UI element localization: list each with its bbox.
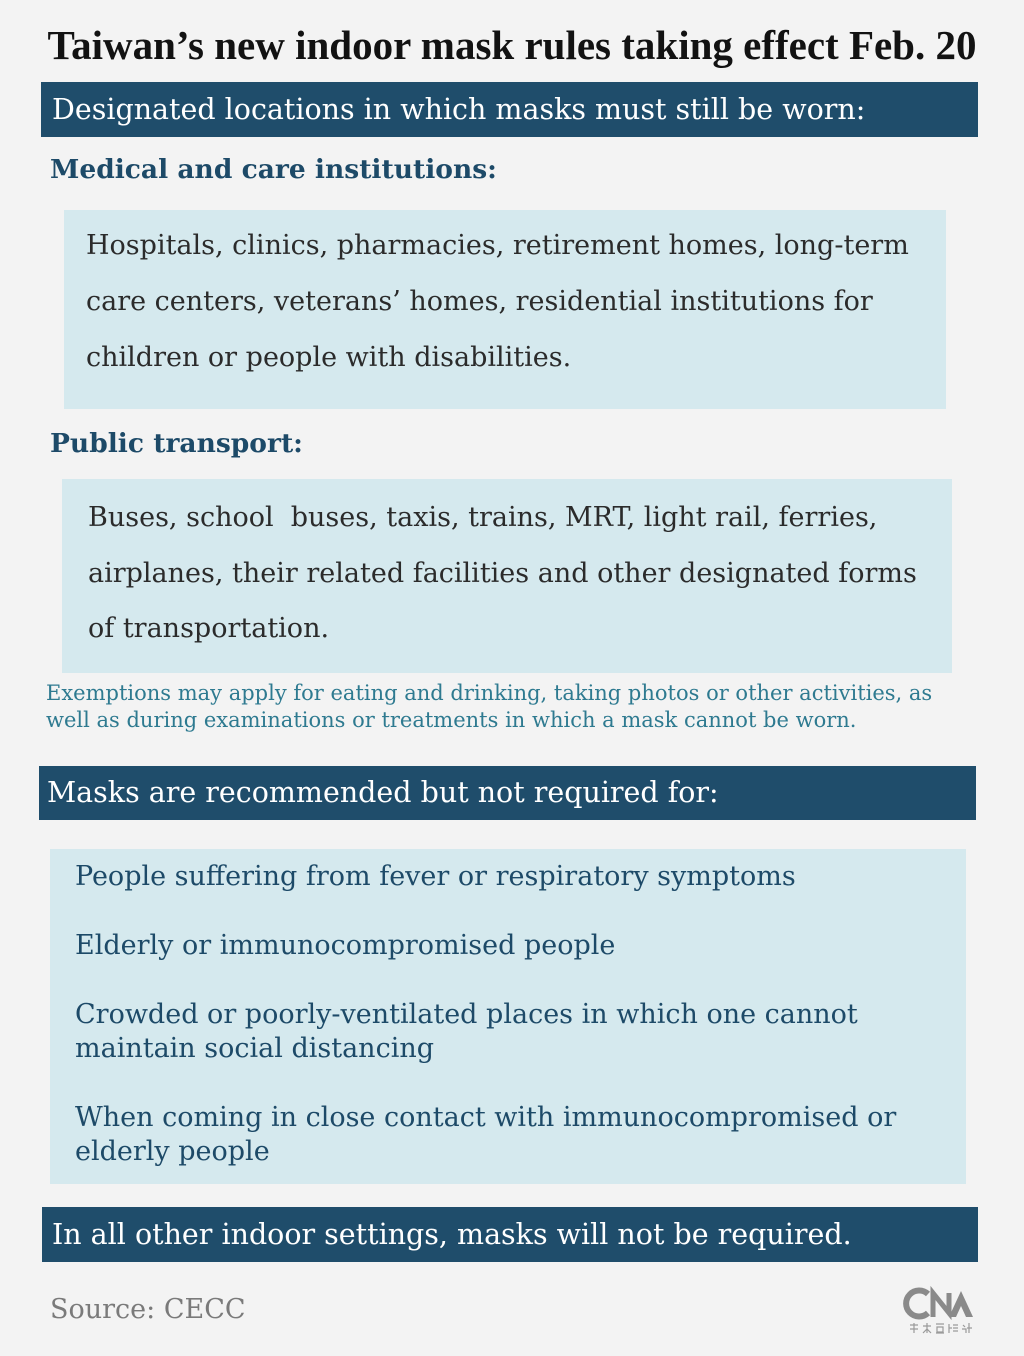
recommended-banner: Masks are recommended but not required for: (39, 766, 976, 820)
public-transport-box (62, 479, 952, 673)
public-transport-text: Buses, school buses, taxis, trains, MRT, light rail, ferries, airplanes, their related facilities and other designated forms of transportation. (88, 502, 917, 644)
list-item: When coming in close contact with immunocompromised or elderly people (75, 1102, 897, 1167)
page-title: Taiwan’s new indoor mask rules taking effect Feb. 20 (47, 22, 977, 68)
exemptions-note: Exemptions may apply for eating and drinking, taking photos or other activities, as well as during examinations or treatments in which a mask cannot be worn. (46, 681, 933, 732)
list-item: Elderly or immunocompromised people (75, 930, 616, 961)
required-locations-banner: Designated locations in which masks must still be worn: (41, 82, 978, 137)
recommended-list (75, 860, 896, 1204)
medical-institutions-text: Hospitals, clinics, pharmacies, retirement homes, long-term care centers, veterans’ homes, residential institutions for children or people with disabilities. (86, 230, 909, 373)
list-item: Crowded or poorly-ventilated places in which one cannot maintain social distancing (75, 999, 858, 1064)
list-item: People suffering from fever or respiratory symptoms (75, 861, 796, 892)
medical-institutions-box (64, 210, 946, 409)
other-settings-banner: In all other indoor settings, masks will not be required. (42, 1207, 978, 1262)
medical-institutions-heading: Medical and care institutions: (50, 154, 497, 185)
public-transport-heading: Public transport: (50, 428, 303, 459)
cna-logo-icon (900, 1283, 980, 1338)
recommended-box (50, 849, 966, 1184)
source-credit: Source: CECC (50, 1294, 246, 1325)
